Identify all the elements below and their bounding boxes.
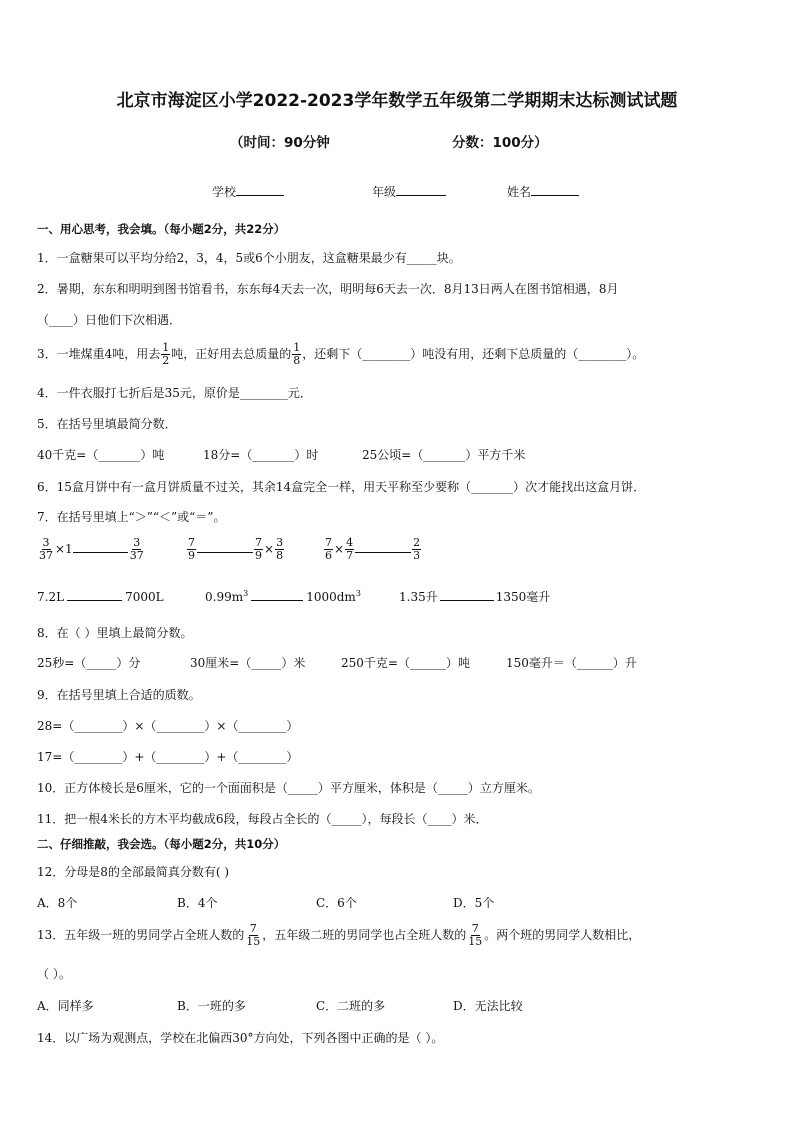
question-11: 11．把一根4米长的方木平均截成6段，每段占全长的（_____），每段长（____）米． xyxy=(37,812,488,826)
q7-compare-6: 1.35升 1350毫升 xyxy=(399,590,551,604)
question-5: 5．在括号里填最简分数． xyxy=(37,417,177,431)
q8-item-4: 150毫升＝（______）升 xyxy=(506,656,637,670)
question-13: 13．五年级一班的男同学占全班人数的 $\frac{7}{15}$ ，五年级二班的男同学也占全班人数的 $\frac{7}{15}$ 。两个班的男同学人数相比， xyxy=(37,922,641,949)
question-2-line2: （____）日他们下次相遇． xyxy=(37,313,182,327)
q8-item-2: 30厘米=（_____）米 xyxy=(190,656,306,670)
question-3: 3．一堆煤重4吨，用去 $\frac{1}{2}$ 吨，正好用去总质量的 $\frac{1}{8}$ ，还剩下（________）吨没有用，还剩下总质量的（________）。 xyxy=(37,341,645,368)
exam-time: （时间：90分钟 xyxy=(230,135,330,151)
q13-option-c: C．二班的多 xyxy=(316,999,386,1013)
grade-label: 年级 xyxy=(372,185,397,199)
q5-item-1: 40千克=（_______）吨 xyxy=(37,448,165,462)
question-14: 14．以广场为观测点，学校在北偏西30°方向处，下列各图中正确的是（ ）。 xyxy=(37,1031,444,1045)
section-2-heading: 二、仔细推敲，我会选。（每小题2分，共10分） xyxy=(37,837,286,851)
q5-item-3: 25公顷=（_______）平方千米 xyxy=(362,448,526,462)
question-6: 6．15盒月饼中有一盒月饼质量不过关，其余14盒完全一样，用天平称至少要称（_______）次才能找出这盒月饼． xyxy=(37,480,646,494)
question-1: 1．一盒糖果可以平均分给2，3，4，5或6个小朋友，这盒糖果最少有_____块。 xyxy=(37,251,461,265)
q8-item-3: 250千克=（______）吨 xyxy=(341,656,470,670)
exam-score: 分数：100分） xyxy=(452,135,548,151)
q12-option-c: C．6个 xyxy=(316,896,357,910)
name-field xyxy=(507,183,579,200)
fraction: $\frac{1}{8}$ xyxy=(293,341,301,368)
question-9: 9．在括号里填上合适的质数。 xyxy=(37,688,201,702)
q7-compare-1: $\frac{3}{37}$ ×1 $\frac{3}{37}$ xyxy=(39,536,144,563)
page-title: 北京市海淀区小学2022-2023学年数学五年级第二学期期末达标测试试题 xyxy=(116,91,678,111)
school-field xyxy=(212,183,284,200)
q9-line-2: 17=（________）+（________）+（________） xyxy=(37,750,299,764)
question-10: 10．正方体棱长是6厘米，它的一个面面积是（_____）平方厘米，体积是（_____）立方厘米。 xyxy=(37,781,540,795)
school-label: 学校 xyxy=(212,185,237,199)
question-8: 8．在（ ）里填上最简分数。 xyxy=(37,626,193,640)
question-12: 12．分母是8的全部最简真分数有( ) xyxy=(37,865,230,879)
question-2-line1: 2．暑期，东东和明明到图书馆看书，东东每4天去一次，明明每6天去一次．8月13日两人在图书馆相遇，8月 xyxy=(37,282,619,296)
name-label: 姓名 xyxy=(507,185,532,199)
question-7: 7．在括号里填上“＞”“＜”或“＝”。 xyxy=(37,510,226,524)
q13-option-b: B．一班的多 xyxy=(177,999,246,1013)
section-1-heading: 一、用心思考，我会填。（每小题2分，共22分） xyxy=(37,222,286,236)
q7-compare-5: $0.99m^3$ $1000dm^3$ xyxy=(205,589,361,604)
q13-option-d: D．无法比较 xyxy=(453,999,523,1013)
question-4: 4．一件衣服打七折后是35元，原价是________元． xyxy=(37,386,312,400)
q9-line-1: 28=（________）×（________）×（________） xyxy=(37,719,299,733)
fraction: $\frac{1}{2}$ xyxy=(162,341,170,368)
question-13-blank: （ ）。 xyxy=(37,967,71,981)
q12-option-d: D．5个 xyxy=(453,896,495,910)
q8-item-1: 25秒=（_____）分 xyxy=(37,656,141,670)
q12-option-b: B．4个 xyxy=(177,896,218,910)
grade-field xyxy=(372,183,446,200)
q12-option-a: A．8个 xyxy=(37,896,78,910)
q5-item-2: 18分=（_______）时 xyxy=(203,448,319,462)
q13-option-a: A．同样多 xyxy=(37,999,94,1013)
q7-compare-4: 7.2L 7000L xyxy=(37,590,164,604)
q7-compare-3: $\frac{7}{6}$ × $\frac{4}{7}$ $\frac{2}{3}$ xyxy=(325,536,421,563)
q7-compare-2: $\frac{7}{9}$ $\frac{7}{9}$ × $\frac{3}{8}$ xyxy=(188,536,284,563)
